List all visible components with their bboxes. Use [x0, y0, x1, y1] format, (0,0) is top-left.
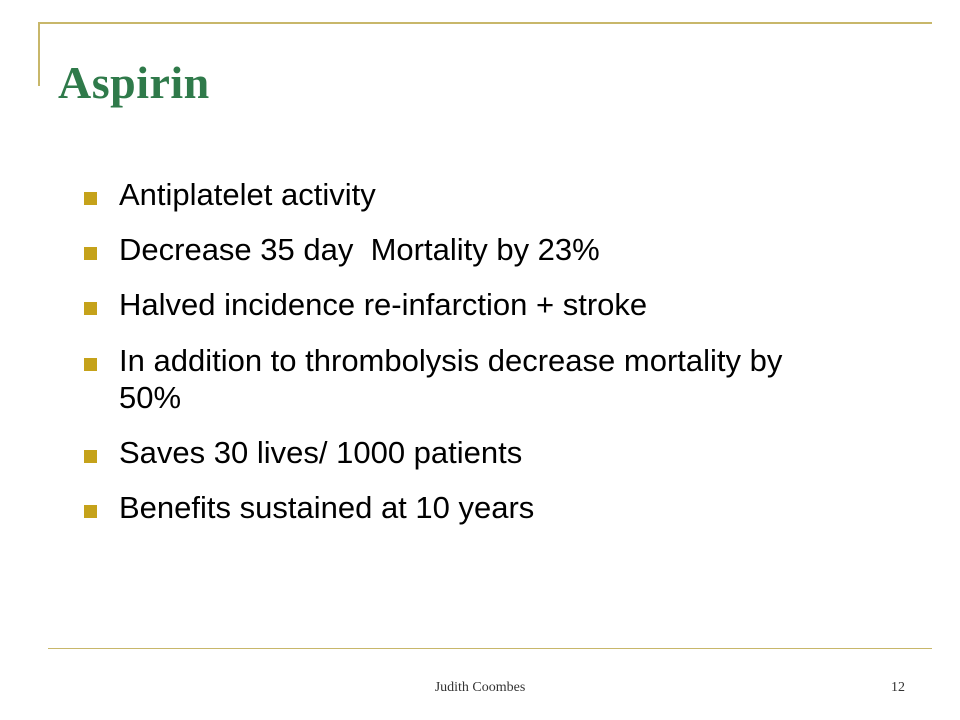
square-bullet-icon: [84, 247, 97, 260]
bullet-item: [84, 434, 864, 471]
bullet-text: Saves 30 lives/ 1000 patients: [119, 434, 523, 470]
bullet-text: Halved incidence re-infarction + stroke: [119, 287, 648, 323]
footer-author: Judith Coombes: [434, 680, 526, 695]
bullet-item: [84, 342, 839, 416]
bullet-text: Antiplatelet activity: [119, 177, 376, 212]
bullet-list: [84, 176, 864, 544]
page-number: 12: [891, 680, 905, 695]
square-bullet-icon: [84, 192, 97, 205]
bullet-text: In addition to thrombolysis decrease mortality by 50%: [119, 342, 783, 415]
footer-divider: [48, 648, 932, 649]
square-bullet-icon: [84, 302, 97, 315]
bullet-item: [84, 286, 864, 323]
square-bullet-icon: [84, 450, 97, 463]
bullet-text: Decrease 35 day Mortality by 23%: [119, 232, 600, 268]
slide-title: Aspirin: [58, 57, 210, 108]
bullet-item: [84, 231, 864, 268]
bullet-item: [84, 176, 864, 213]
frame-left-line: [38, 22, 40, 86]
frame-top-line: [38, 22, 932, 24]
bullet-text: Benefits sustained at 10 years: [119, 490, 535, 526]
square-bullet-icon: [84, 358, 97, 371]
square-bullet-icon: [84, 505, 97, 518]
bullet-item: [84, 489, 864, 526]
